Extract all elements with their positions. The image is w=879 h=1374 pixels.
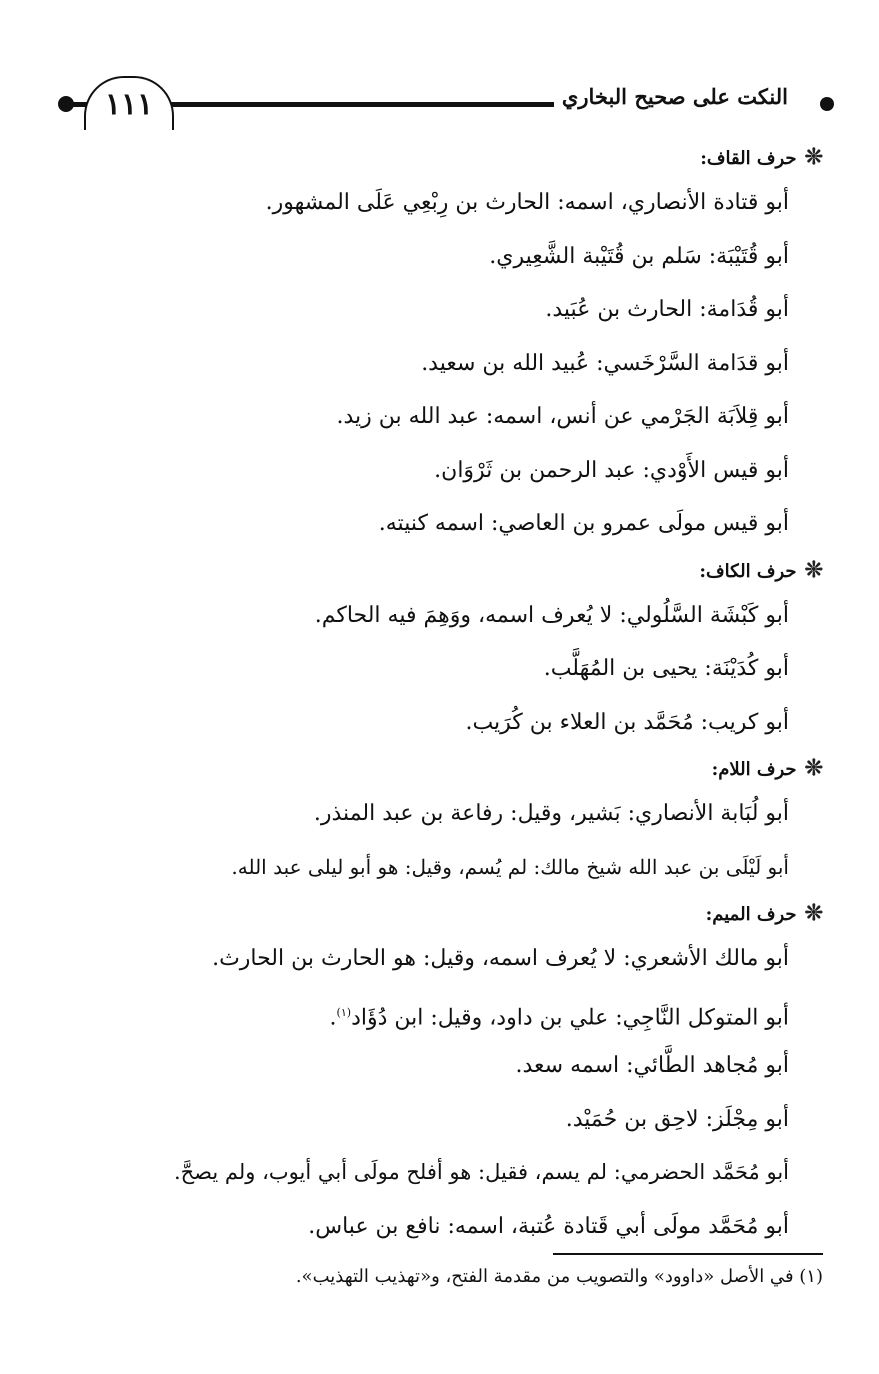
section-heading-kaf: ❊حرف الكاف:	[699, 556, 823, 583]
list-item: أبو قِلاَبَة الجَرْمي عن أنس، اسمه: عبد الله بن زيد.	[336, 404, 789, 429]
list-item: أبو مُجاهد الطَّائي: اسمه سعد.	[515, 1053, 789, 1078]
asterism-icon: ❊	[804, 144, 823, 170]
list-item: أبو كُدَيْنَة: يحيى بن المُهَلَّب.	[543, 656, 789, 681]
page-number: ١١١	[84, 76, 174, 130]
list-item: أبو مِجْلَز: لاحِق بن حُمَيْد.	[565, 1106, 789, 1132]
list-item: أبو قدَامة السَّرْخَسي: عُبيد الله بن سعيد.	[421, 350, 789, 376]
list-item: أبو مُحَمَّد الحضرمي: لم يسم، فقيل: هو أفلح مولَى أبي أيوب، ولم يصحَّ.	[173, 1160, 789, 1184]
list-item: أبو كَبْشَة السَّلُولي: لا يُعرف اسمه، ووَهِمَ فيه الحاكم.	[314, 602, 789, 628]
page-header	[58, 76, 834, 132]
list-item: أبو قتادة الأنصاري، اسمه: الحارث بن رِبْعِي عَلَى المشهور.	[265, 190, 789, 215]
list-item: أبو قُتَيْبَة: سَلم بن قُتَيْبة الشَّعِيري.	[489, 243, 789, 269]
section-heading-mim: ❊حرف الميم:	[705, 900, 823, 926]
footnote-divider	[553, 1253, 823, 1255]
list-item: أبو لُبَابة الأنصاري: بَشير، وقيل: رفاعة بن عبد المنذر.	[313, 801, 789, 826]
list-item: أبو لَيْلَى بن عبد الله شيخ مالك: لم يُسم، وقيل: هو أبو ليلى عبد الله.	[231, 854, 789, 879]
section-heading-qaf: ❊حرف القاف:	[700, 144, 823, 170]
footnote: (١) في الأصل «داوود» والتصويب من مقدمة الفتح، و«تهذيب التهذيب».	[295, 1266, 823, 1287]
footnote-marker[interactable]: (١)	[336, 1005, 352, 1019]
list-item: أبو قيس مولَى عمرو بن العاصي: اسمه كنيته.	[378, 511, 789, 536]
asterism-icon: ❊	[804, 556, 823, 583]
asterism-icon: ❊	[804, 900, 823, 926]
list-item: أبو كريب: مُحَمَّد بن العلاء بن كُرَيب.	[465, 709, 789, 735]
list-item: أبو قُدَامة: الحارث بن عُبَيد.	[545, 297, 789, 322]
running-title: النكت على صحيح البخاري	[554, 84, 796, 109]
header-ornament-dot	[820, 97, 834, 111]
section-heading-lam: ❊حرف اللام:	[711, 755, 823, 781]
list-item: أبو قيس الأَوْدي: عبد الرحمن بن ثَرْوَان.	[434, 457, 789, 483]
asterism-icon: ❊	[804, 755, 823, 781]
list-item: أبو مالك الأشعري: لا يُعرف اسمه، وقيل: هو الحارث بن الحارث.	[212, 946, 789, 971]
main-content	[90, 138, 823, 1253]
list-item: أبو مُحَمَّد مولَى أبي قَتادة عُتبة، اسمه: نافع بن عباس.	[308, 1213, 789, 1239]
list-item: أبو المتوكل النَّاجِي: علي بن داود، وقيل: ابن دُؤَاد$^{(١)}$.	[329, 1004, 789, 1030]
